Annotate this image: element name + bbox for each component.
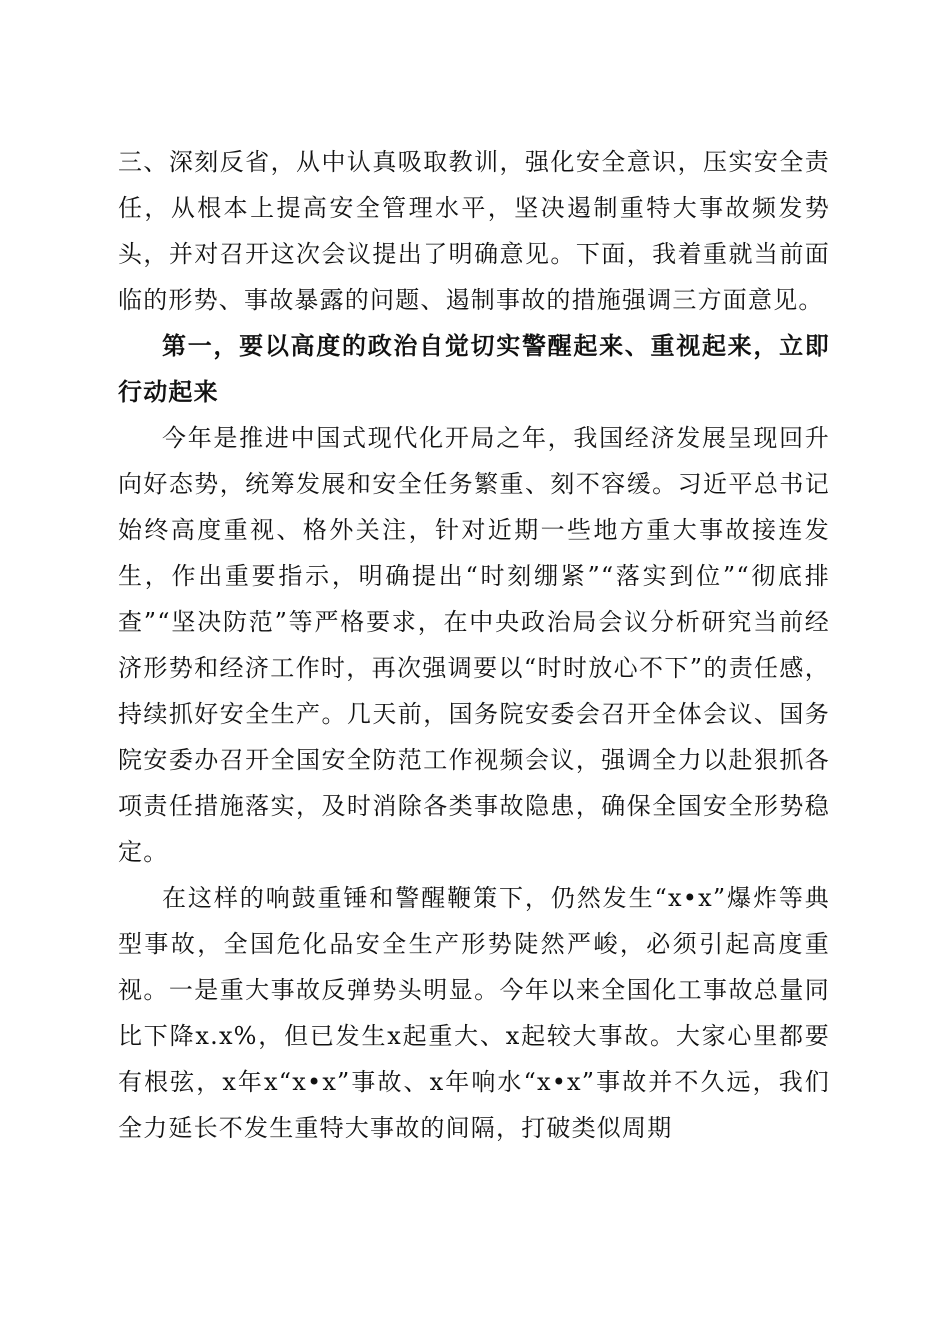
paragraph-intro: 三、深刻反省，从中认真吸取教训，强化安全意识，压实安全责任，从根本上提高安全管理水平，坚决遏制重特大事故频发势头，并对召开这次会议提出了明确意见。下面，我着重就当前面临的形势、事故暴露的问题、遏制事故的措施强调三方面意见。 bbox=[118, 148, 830, 314]
section-heading-first: 第一，要以高度的政治自觉切实警醒起来、重视起来，立即行动起来 bbox=[118, 331, 830, 406]
body-text bbox=[118, 139, 830, 1151]
paragraph-accidents: 在这样的响鼓重锤和警醒鞭策下，仍然发生“x•x”爆炸等典型事故，全国危化品安全生产形势陡然严峻，必须引起高度重视。一是重大事故反弹势头明显。今年以来全国化工事故总量同比下降x.x%，但已发生x起重大、x起较大事故。大家心里都要有根弦，x年x“x•x”事故、x年响水“x•x”事故并不久远，我们全力延长不发生重特大事故的间隔，打破类似周期 bbox=[118, 884, 830, 1142]
paragraph-situation: 今年是推进中国式现代化开局之年，我国经济发展呈现回升向好态势，统筹发展和安全任务繁重、刻不容缓。习近平总书记始终高度重视、格外关注，针对近期一些地方重大事故接连发生，作出重要指示，明确提出“时刻绷紧”“落实到位”“彻底排查”“坚决防范”等严格要求，在中央政治局会议分析研究当前经济形势和经济工作时，再次强调要以“时时放心不下”的责任感，持续抓好安全生产。几天前，国务院安委会召开全体会议、国务院安委办召开全国安全防范工作视频会议，强调全力以赴狠抓各项责任措施落实，及时消除各类事故隐患，确保全国安全形势稳定。 bbox=[118, 424, 830, 866]
